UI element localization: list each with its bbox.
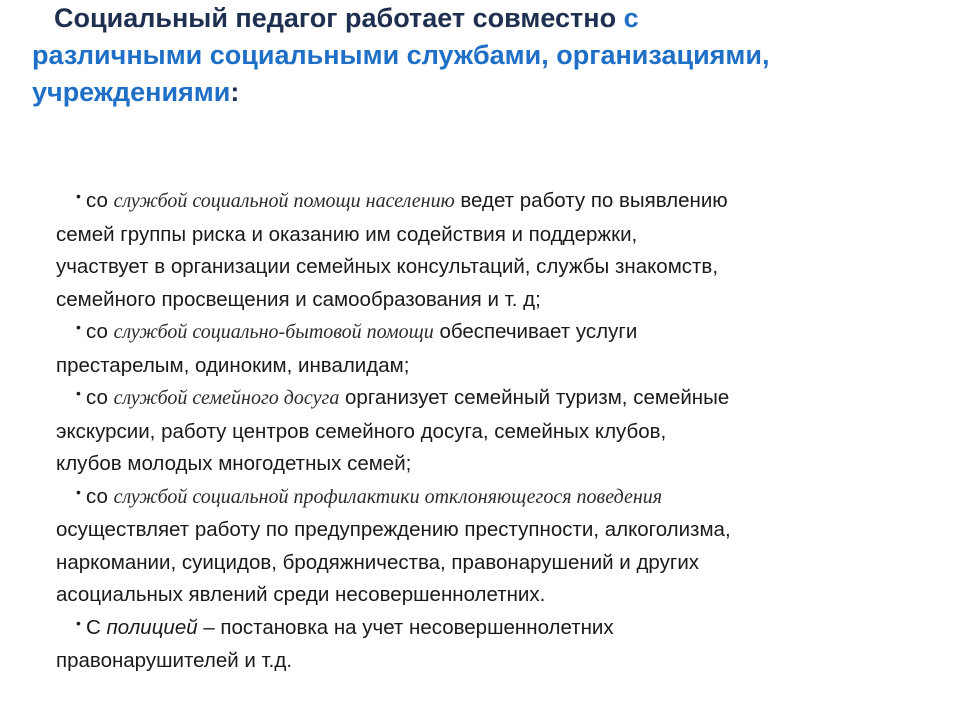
item-rest: ведет работу по выявлению — [454, 189, 728, 212]
item-lead: С — [86, 615, 107, 639]
bullet-icon: • — [76, 385, 81, 401]
item-line: семейного просвещения и самообразования и т. д; — [56, 287, 541, 311]
title-line-1-blue: с — [623, 3, 639, 33]
item-lead: со — [86, 320, 114, 343]
item-service: службой семейного досуга — [113, 387, 340, 409]
item-line: асоциальных явлений среди несовершеннолетних. — [56, 583, 546, 606]
item-service: полицией — [106, 615, 198, 639]
list-item-first-line — [56, 382, 946, 416]
list-item — [56, 481, 946, 612]
title-line-3-text: учреждениями — [32, 77, 231, 107]
title-line-1-dark: Социальный педагог работает совместно — [54, 3, 624, 33]
list-item — [56, 185, 946, 316]
bullet-icon: • — [76, 188, 81, 204]
item-service: службой социальной профилактики отклоняющегося поведения — [113, 485, 663, 508]
item-rest: обеспечивает услуги — [433, 320, 638, 343]
item-rest: – постановка на учет несовершеннолетних — [197, 615, 614, 639]
list-item — [56, 612, 946, 678]
title-line-3 — [32, 74, 932, 111]
title-line-1 — [32, 0, 932, 37]
list-item-first-line — [56, 481, 946, 515]
list-item-first-line — [56, 185, 946, 219]
title-line-2 — [32, 37, 932, 74]
bullet-icon: • — [76, 483, 81, 500]
item-rest: организует семейный туризм, семейные — [339, 386, 730, 409]
item-line: семей группы риска и оказанию им содействия и поддержки, — [56, 222, 638, 246]
item-line: осуществляет работу по предупреждению преступности, алкоголизма, — [56, 518, 731, 541]
item-line: экскурсии, работу центров семейного досуга, семейных клубов, — [56, 419, 667, 443]
title-colon: : — [230, 77, 240, 107]
list-item-first-line — [56, 612, 946, 646]
list-item — [56, 316, 946, 382]
list-item-first-line — [56, 316, 946, 350]
item-service: службой социальной помощи населению — [113, 190, 455, 212]
item-service: службой социально-бытовой помощи — [113, 321, 434, 343]
item-lead: со — [86, 189, 114, 212]
item-line: участвует в организации семейных консультаций, службы знакомств, — [56, 255, 719, 278]
bullet-icon: • — [76, 319, 81, 335]
bullet-list — [56, 185, 946, 678]
item-lead: со — [86, 386, 114, 409]
list-item — [56, 382, 946, 481]
item-lead: со — [86, 484, 114, 508]
slide-title — [32, 0, 932, 111]
bullet-icon: • — [76, 614, 81, 631]
item-line: престарелым, одиноким, инвалидам; — [56, 353, 410, 377]
item-line: клубов молодых многодетных семей; — [56, 452, 412, 475]
item-line: наркомании, суицидов, бродяжничества, правонарушений и других — [56, 550, 700, 574]
title-line-2-text: различными социальными службами, организациями, — [32, 40, 770, 70]
item-line: правонарушителей и т.д. — [56, 649, 293, 672]
